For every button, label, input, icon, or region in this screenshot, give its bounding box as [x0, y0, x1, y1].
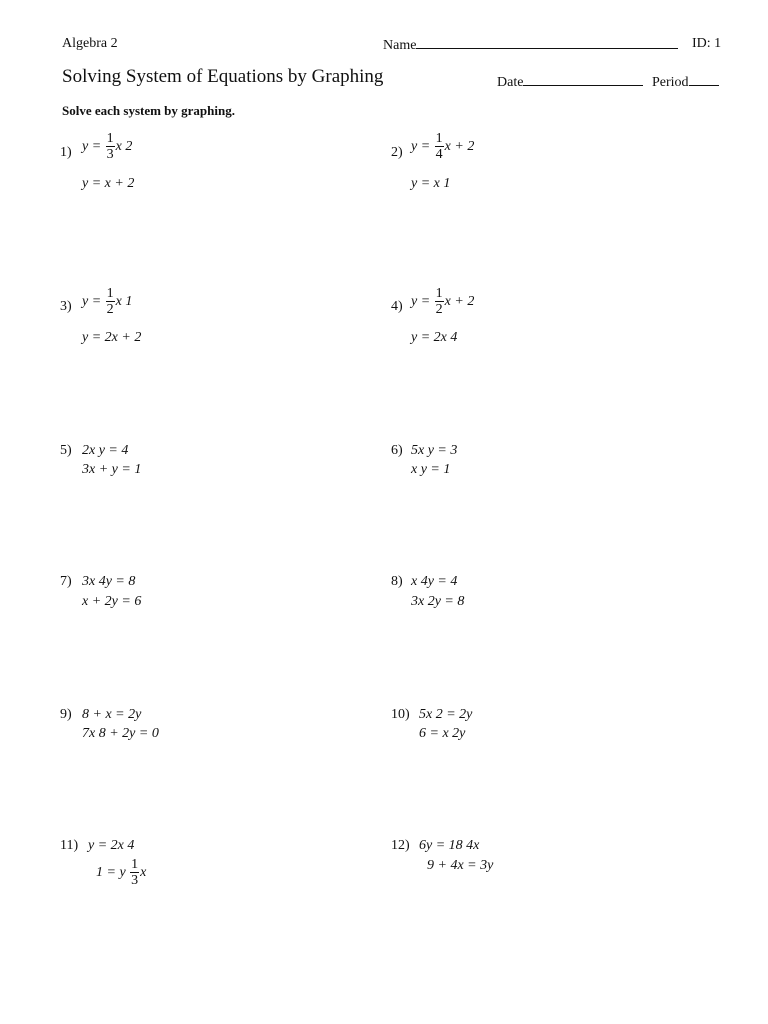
problem-number: 1): [60, 145, 72, 160]
problem-number: 9): [60, 707, 72, 722]
instructions: Solve each system by graphing.: [62, 103, 235, 118]
equation-2: 9 + 4x = 3y: [427, 858, 494, 873]
page-title: Solving System of Equations by Graphing: [62, 66, 384, 87]
equation-2: x + 2y = 6: [82, 594, 142, 609]
equation-2: y = 2x 4: [411, 330, 458, 345]
problem-11: [60, 838, 360, 898]
period-blank[interactable]: [689, 73, 719, 86]
equation-2: y = 2x + 2: [82, 330, 142, 345]
equation-1: y = $\frac{1}{2}$ x + 2: [411, 286, 475, 317]
problem-number: 4): [391, 299, 403, 314]
id-label: ID: 1: [692, 36, 722, 51]
period-label: Period: [652, 75, 689, 90]
date-blank[interactable]: [523, 73, 643, 86]
problem-number: 7): [60, 574, 72, 589]
equation-2: y = x 1: [411, 176, 451, 191]
equation-1: y = $\frac{1}{3}$ x 2: [82, 131, 133, 162]
equation-1: 5x 2 = 2y: [419, 707, 473, 722]
problem-6: [391, 443, 691, 483]
problem-7: [60, 574, 360, 614]
fraction: $\frac{1}{3}$: [131, 857, 139, 888]
equation-1: 6y = 18 4x: [419, 838, 480, 853]
fraction: $\frac{1}{2}$: [106, 286, 114, 317]
problem-number: 2): [391, 145, 403, 160]
problem-number: 8): [391, 574, 403, 589]
problem-10: [391, 707, 691, 747]
date-label: Date: [497, 75, 524, 90]
problem-number: 11): [60, 838, 79, 853]
equation-2: 1 = y $\frac{1}{3}$ x: [96, 857, 147, 888]
problem-2: [391, 132, 691, 192]
course-label: Algebra 2: [62, 36, 118, 51]
fraction: $\frac{1}{2}$: [435, 286, 443, 317]
problem-number: 3): [60, 299, 72, 314]
fraction: $\frac{1}{3}$: [106, 131, 114, 162]
problem-4: [391, 287, 691, 347]
name-blank[interactable]: [416, 36, 678, 49]
name-label: Name: [383, 38, 417, 53]
problem-5: [60, 443, 360, 483]
problem-number: 10): [391, 707, 410, 722]
equation-2: 7x 8 + 2y = 0: [82, 726, 159, 741]
equation-2: 6 = x 2y: [419, 726, 466, 741]
problem-3: [60, 287, 360, 347]
problem-12: [391, 838, 691, 878]
problem-1: [60, 132, 360, 192]
equation-1: 8 + x = 2y: [82, 707, 142, 722]
equation-1: 3x 4y = 8: [82, 574, 136, 589]
fraction: $\frac{1}{4}$: [435, 131, 443, 162]
equation-2: 3x 2y = 8: [411, 594, 465, 609]
problem-8: [391, 574, 691, 614]
problem-number: 12): [391, 838, 410, 853]
equation-2: y = x + 2: [82, 176, 135, 191]
equation-1: y = 2x 4: [88, 838, 135, 853]
equation-1: 2x y = 4: [82, 443, 129, 458]
date-field[interactable]: [497, 73, 643, 91]
equation-2: 3x + y = 1: [82, 462, 142, 477]
problem-9: [60, 707, 360, 747]
equation-1: 5x y = 3: [411, 443, 458, 458]
problem-number: 5): [60, 443, 72, 458]
name-field[interactable]: [383, 36, 678, 54]
equation-2: x y = 1: [411, 462, 451, 477]
equation-1: y = $\frac{1}{2}$ x 1: [82, 286, 133, 317]
equation-1: x 4y = 4: [411, 574, 458, 589]
problem-number: 6): [391, 443, 403, 458]
equation-1: y = $\frac{1}{4}$ x + 2: [411, 131, 475, 162]
period-field[interactable]: [652, 73, 719, 91]
